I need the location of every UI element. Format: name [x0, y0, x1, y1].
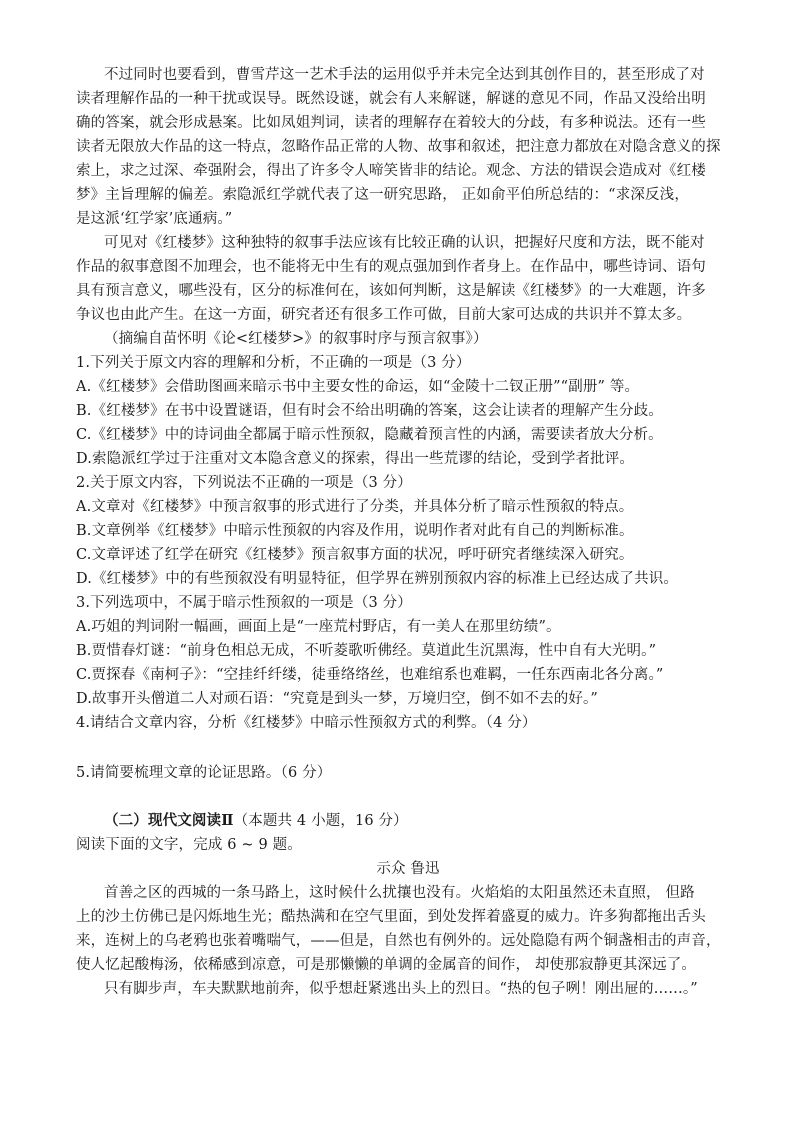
- passage-line: 是这派‘红学家’底通病。”: [76, 211, 233, 227]
- passage-line: 索上，求之过深、牵强附会，得出了许多令人啼笑皆非的结论。观念、方法的错误会造成对《红楼: [76, 163, 706, 179]
- passage-line: 读者理解作品的一种干扰或误导。既然设谜，就会有人来解谜，解谜的意见不同，作品又没给出明: [76, 91, 706, 107]
- question-option: A.文章对《红楼梦》中预言叙事的形式进行了分类，并具体分析了暗示性预叙的特点。: [76, 499, 634, 515]
- question-stem: 2.关于原文内容，下列说法不正确的一项是（3 分）: [76, 475, 412, 491]
- section-heading-info: （本题共 4 小题，16 分）: [233, 813, 408, 829]
- passage-line: 不过同时也要看到，曹雪芹这一艺术手法的运用似乎并未完全达到其创作目的，甚至形成了对: [104, 67, 705, 83]
- question-option: D.《红楼梦》中的有些预叙没有明显特征，但学界在辨别预叙内容的标准上已经达成了共识。: [76, 571, 679, 587]
- passage-line: 确的答案，就会形成悬案。比如凤姐判词，读者的理解存在着较大的分歧，有多种说法。还有一些: [76, 115, 706, 131]
- passage-line: 作品的叙事意图不加理会，也不能将无中生有的观点强加到作者身上。在作品中，哪些诗词、语句: [76, 259, 706, 275]
- question-option: C.贾探春《南柯子》：“空挂纤纤缕，徒垂络络丝，也难绾系也难羁，一任东西南北各分离。”: [76, 667, 664, 683]
- section-heading-title: （二）现代文阅读Ⅱ: [104, 812, 234, 829]
- story-title: 示众 鲁迅: [376, 861, 440, 877]
- section-heading: [104, 810, 732, 832]
- passage-line: 梦》主旨理解的偏差。索隐派红学就代表了这一研究思路， 正如俞平伯所总结的：“求深反浅，: [76, 187, 689, 203]
- story-line: 上的沙土仿佛已是闪烁地生光；酷热满和在空气里面，到处发挥着盛夏的威力。许多狗都拖出舌头: [76, 909, 706, 925]
- story-line: 首善之区的西城的一条马路上，这时候什么扰攘也没有。火焰焰的太阳虽然还未直照， 但路: [104, 885, 695, 901]
- question-option: D.故事开头僧道二人对顽石语：“究竟是到头一梦，万境归空，倒不如不去的好。”: [76, 691, 598, 707]
- passage-line: 可见对《红楼梦》这种独特的叙事手法应该有比较正确的认识，把握好尺度和方法，既不能对: [104, 235, 705, 251]
- question-option: A.巧姐的判词附一幅画，画面上是“一座荒村野店，有一美人在那里纺绩”。: [76, 619, 561, 635]
- question-option: D.索隐派红学过于注重对文本隐含意义的探索，得出一些荒谬的结论，受到学者批评。: [76, 451, 635, 467]
- question-option: B.《红楼梦》在书中设置谜语，但有时会不给出明确的答案，这会让读者的理解产生分歧。: [76, 403, 663, 419]
- passage-line: 争议也由此产生。在这一方面，研究者还有很多工作可做，目前大家可达成的共识并不算太多。: [76, 307, 692, 323]
- question-stem: 3.下列选项中，不属于暗示性预叙的一项是（3 分）: [76, 595, 412, 611]
- question-stem: 4.请结合文章内容，分析《红楼梦》中暗示性预叙方式的利弊。（4 分）: [76, 715, 537, 731]
- section-instruction: 阅读下面的文字，完成 6 ~ 9 题。: [76, 837, 302, 853]
- question-option: A.《红楼梦》会借助图画来暗示书中主要女性的命运，如“金陵十二钗正册”“副册” 等。: [76, 379, 640, 395]
- passage-line: 读者无限放大作品的这一特点，忽略作品正常的人物、故事和叙述，把注意力都放在对隐含意义的探: [76, 139, 721, 155]
- question-option: C.文章评述了红学在研究《红楼梦》预言叙事方面的状况，呼吁研究者继续深入研究。: [76, 547, 634, 563]
- question-option: B.文章例举《红楼梦》中暗示性预叙的内容及作用，说明作者对此有自己的判断标准。: [76, 523, 634, 539]
- question-option: C.《红楼梦》中的诗词曲全都属于暗示性预叙，隐藏着预言性的内涵，需要读者放大分析。: [76, 427, 663, 443]
- question-stem: 1.下列关于原文内容的理解和分析，不正确的一项是（3 分）: [76, 355, 471, 371]
- question-stem: 5.请简要梳理文章的论证思路。（6 分）: [76, 765, 332, 781]
- passage-line: 具有预言意义，哪些没有，区分的标准何在，该如何判断，这是解读《红楼梦》的一大难题，许多: [76, 283, 706, 299]
- story-line: 只有脚步声，车夫默默地前奔，似乎想赶紧逃出头上的烈日。“热的包子咧！刚出屉的……。”: [104, 981, 698, 997]
- question-option: B.贾惜春灯谜：“前身色相总无成，不听菱歌听佛经。莫道此生沉黑海，性中自有大光明。”: [76, 643, 657, 659]
- story-line: 来，连树上的乌老鸦也张着嘴喘气，——但是，自然也有例外的。远处隐隐有两个铜盏相击的声音，: [76, 933, 721, 949]
- passage-source: （摘编自苗怀明《论<红楼梦>》的叙事时序与预言叙事》）: [104, 331, 488, 347]
- story-line: 使人忆起酸梅汤，依稀感到凉意，可是那懒懒的单调的金属音的间作， 却使那寂静更其深远了。: [76, 957, 697, 973]
